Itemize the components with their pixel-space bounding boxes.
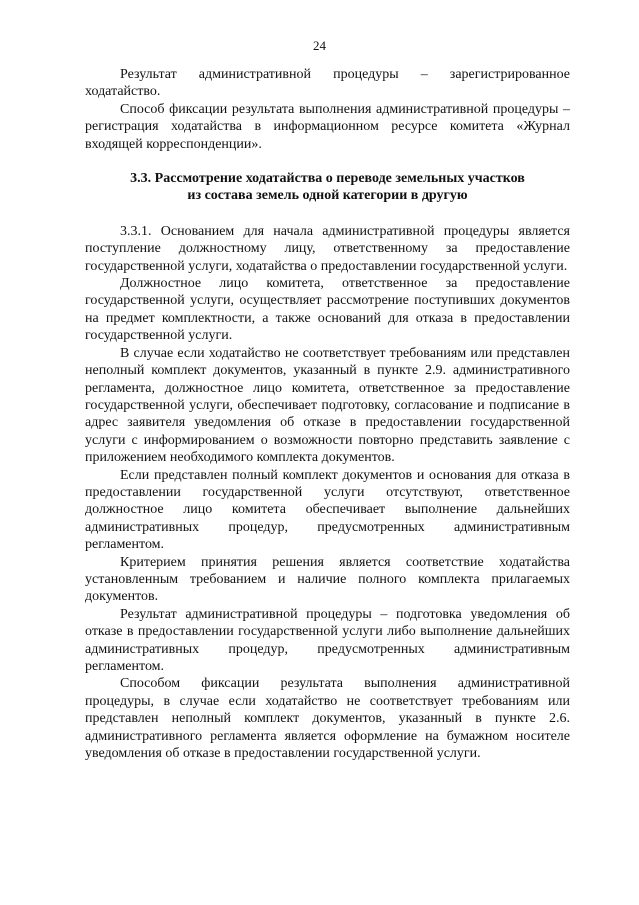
section-heading-line-2: из состава земель одной категории в другую: [187, 188, 468, 204]
paragraph-result-fixation: Способом фиксации результата выполнения административной процедуры, в случае если ходатайство не соответствует требованиям или представлен неполный комплект документов, указанный в пункте 2.6. административного регламента является оформление на бумажном носителе уведомления об отказе в предоставлении государственной услуги.: [85, 676, 570, 762]
document-body: [85, 66, 570, 762]
paragraph-fixation-method: Способ фиксации результата выполнения административной процедуры – регистрация ходатайства в информационном ресурсе комитета «Журнал входящей корреспонденции».: [85, 101, 570, 152]
paragraph-complete-set: Если представлен полный комплект документов и основания для отказа в предоставлении государственной услуги отсутствуют, ответственное должностное лицо комитета обеспечивает выполнение дальнейших административных процедур, предусмотренных административным регламентом.: [85, 467, 570, 553]
page-number: 24: [313, 38, 326, 53]
section-heading-line-1: 3.3. Рассмотрение ходатайства о переводе земельных участков: [130, 171, 525, 187]
paragraph-official-review: Должностное лицо комитета, ответственное за предоставление государственной услуги, осуществляет рассмотрение поступивших документов на предмет комплектности, а также оснований для отказа в предоставлении государственной услуги.: [85, 276, 570, 344]
paragraph-3-3-1-basis: 3.3.1. Основанием для начала административной процедуры является поступление должностному лицу, ответственному за предоставление государственной услуги, ходатайства о предоставлении государственной услуги.: [85, 223, 570, 274]
paragraph-decision-criterion: Критерием принятия решения является соответствие ходатайства установленным требованием и наличие полного комплекта прилагаемых документов.: [85, 554, 570, 605]
paragraph-result-registration: Результат административной процедуры – зарегистрированное ходатайство.: [85, 67, 570, 100]
section-heading: [85, 170, 570, 205]
paragraph-procedure-result: Результат административной процедуры – подготовка уведомления об отказе в предоставлении государственной услуги либо выполнение дальнейших административных процедур, предусмотренных административным регламентом.: [85, 606, 570, 674]
paragraph-refusal-case: В случае если ходатайство не соответствует требованиям или представлен неполный комплект документов, указанный в пункте 2.9. административного регламента, должностное лицо комитета, ответственное за предоставление государственной услуги, обеспечивает подготовку, согласование и подписание в адрес заявителя уведомления об отказе в предоставлении государственной услуги с информированием о возможности повторно представить заявление с приложением необходимого комплекта документов.: [85, 345, 570, 466]
